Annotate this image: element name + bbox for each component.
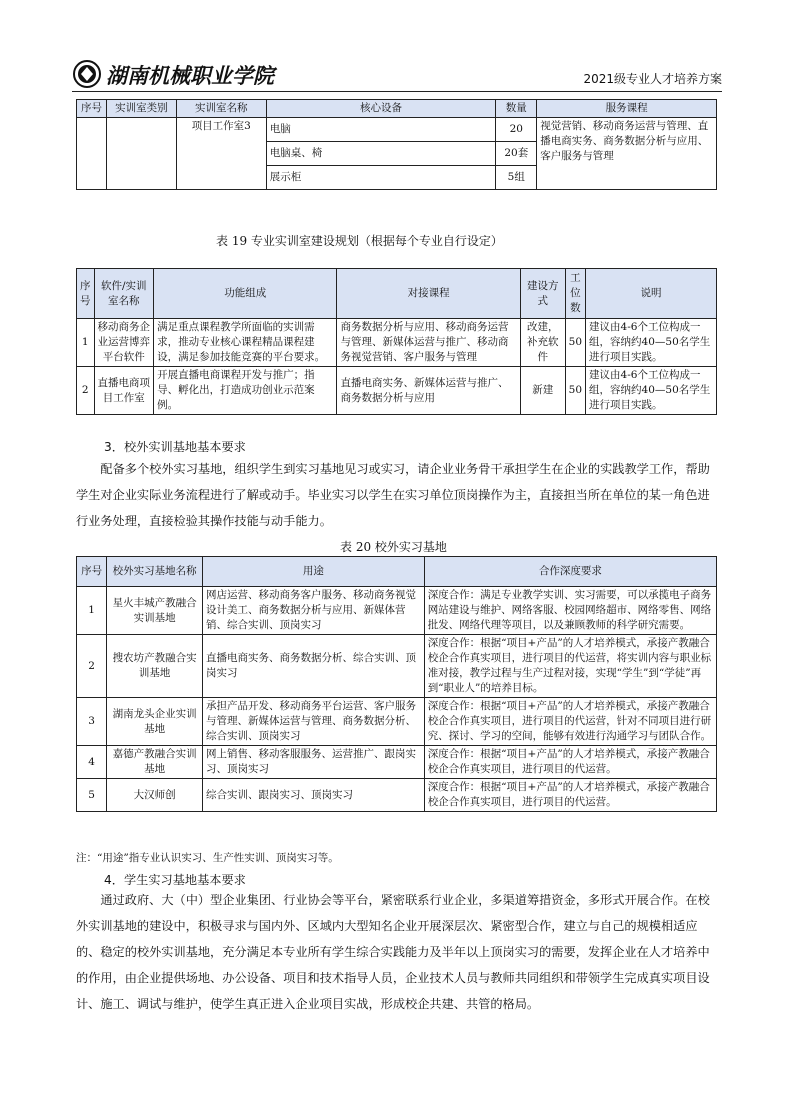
col-header: 序号 (77, 100, 107, 118)
description: 建议由4-6个工位构成一组，容纳约40—50名学生进行项目实践。 (586, 367, 717, 415)
table-row (77, 746, 717, 779)
courses: 商务数据分析与应用、移动商务运营与管理、新媒体运营与推广、移动商务视觉营销、客户服务与管理 (337, 319, 520, 367)
col-header: 工位数 (565, 269, 585, 319)
table-row (77, 635, 717, 698)
col-header: 校外实习基地名称 (107, 557, 203, 587)
table19-caption: 表 19 专业实训室建设规划（根据每个专业自行设定） (216, 234, 503, 248)
row-no: 2 (77, 635, 107, 698)
lab-equipment-table (76, 99, 717, 190)
build-method: 改建，补充软件 (520, 319, 565, 367)
base-use: 网上销售、移动客服服务、运营推广、跟岗实习、顶岗实习 (202, 746, 424, 779)
base-name: 星火丰城产教融合实训基地 (107, 587, 203, 635)
table-row (77, 118, 717, 142)
equipment-qty: 5组 (496, 166, 537, 190)
base-use: 网店运营、移动商务客户服务、移动商务视觉设计美工、商务数据分析与应用、新媒体营销、综合实训、顶岗实习 (202, 587, 424, 635)
col-header: 合作深度要求 (424, 557, 716, 587)
cooperation-depth: 深度合作：根据“项目+产品”的人才培养模式，承接产教融合校企合作真实项目，进行项目的代运营。 (424, 779, 716, 812)
header-rule (72, 91, 722, 92)
school-logo (72, 58, 282, 92)
equipment-name: 电脑桌、椅 (266, 142, 496, 166)
base-name: 嘉德产教融合实训基地 (107, 746, 203, 779)
table-header-row (77, 100, 717, 118)
col-header: 数量 (496, 100, 537, 118)
table-row (77, 779, 717, 812)
row-no: 2 (77, 367, 95, 415)
function: 满足重点课程教学所面临的实训需求，推动专业核心课程精品课程建设，满足参加技能竞赛的平台要求。 (154, 319, 337, 367)
table20-note: 注：“用途”指专业认识实习、生产性实训、顶岗实习等。 (76, 852, 339, 864)
section3-heading: 3．校外实训基地基本要求 (104, 440, 246, 454)
function: 开展直播电商课程开发与推广；指导、孵化出，打造成功创业示范案例。 (154, 367, 337, 415)
seat-count: 50 (565, 367, 585, 415)
cooperation-depth: 深度合作：根据“项目+产品”的人才培养模式，承接产教融合校企合作真实项目，进行项目的代运营，将实训内容与职业标准对接，教学过程与生产过程对接，实现“学生”到“学徒”再到“职业人”的培养目标。 (424, 635, 716, 698)
col-header: 软件/实训室名称 (94, 269, 154, 319)
table-row (77, 587, 717, 635)
base-use: 承担产品开发、移动商务平台运营、客户服务与管理、新媒体运营与管理、商务数据分析、综合实训、顶岗实习 (202, 698, 424, 746)
table20-caption: 表 20 校外实习基地 (340, 540, 447, 554)
section4-heading: 4．学生实习基地基本要求 (104, 873, 246, 887)
cooperation-depth: 深度合作：根据“项目+产品”的人才培养模式，承接产教融合校企合作真实项目，进行项目的代运营，针对不同项目进行研究、探讨、学习的空间，能够有效进行沟通学习与团队合作。 (424, 698, 716, 746)
col-header: 说明 (586, 269, 717, 319)
table19 (76, 268, 717, 415)
col-header: 实训室名称 (176, 100, 266, 118)
room-name: 移动商务企业运营博弈平台软件 (94, 319, 154, 367)
col-header: 对接课程 (337, 269, 520, 319)
col-header: 服务课程 (537, 100, 717, 118)
table-header-row (77, 557, 717, 587)
col-header: 用途 (202, 557, 424, 587)
room-name: 直播电商项目工作室 (94, 367, 154, 415)
col-header: 核心设备 (266, 100, 496, 118)
col-header: 序号 (77, 269, 95, 319)
school-name-calligraphy: 湖南机械职业学院 (106, 63, 274, 88)
table20 (76, 556, 717, 812)
section3-body: 配备多个校外实习基地，组织学生到实习基地见习或实习，请企业业务骨干承担学生在企业的实践教学工作，帮助学生对企业实际业务流程进行了解或动手。毕业实习以学生在实习单位顶岗操作为主，直接担当所在单位的某一角色进行业务处理，直接检验其操作技能与动手能力。 (76, 462, 710, 528)
build-method: 新建 (520, 367, 565, 415)
courses: 直播电商实务、新媒体运营与推广、商务数据分析与应用 (337, 367, 520, 415)
row-no: 4 (77, 746, 107, 779)
base-use: 综合实训、跟岗实习、顶岗实习 (202, 779, 424, 812)
service-courses: 视觉营销、移动商务运营与管理、直播电商实务、商务数据分析与应用、客户服务与管理 (537, 118, 717, 190)
row-no: 5 (77, 779, 107, 812)
room-name: 项目工作室3 (176, 118, 266, 190)
document-title: 2021级专业人才培养方案 (583, 72, 722, 86)
page-header (72, 58, 722, 96)
base-use: 直播电商实务、商务数据分析、综合实训、顶岗实习 (202, 635, 424, 698)
row-no: 1 (77, 587, 107, 635)
base-name: 大汉师创 (107, 779, 203, 812)
equipment-qty: 20套 (496, 142, 537, 166)
col-header: 实训室类别 (106, 100, 176, 118)
table-row (77, 367, 717, 415)
cooperation-depth: 深度合作：满足专业教学实训、实习需要，可以承揽电子商务网站建设与维护、网络客服、校园网络超市、网络零售、网络批发、网络代理等项目，以及兼顾教师的科学研究需要。 (424, 587, 716, 635)
col-header: 功能组成 (154, 269, 337, 319)
row-no: 3 (77, 698, 107, 746)
description: 建议由4-6个工位构成一组，容纳约40—50名学生进行项目实践。 (586, 319, 717, 367)
equipment-qty: 20 (496, 118, 537, 142)
row-no: 1 (77, 319, 95, 367)
seat-count: 50 (565, 319, 585, 367)
table-row (77, 319, 717, 367)
table-row (77, 698, 717, 746)
cooperation-depth: 深度合作：根据“项目+产品”的人才培养模式，承接产教融合校企合作真实项目，进行项目的代运营。 (424, 746, 716, 779)
table-header-row (77, 269, 717, 319)
col-header: 序号 (77, 557, 107, 587)
col-header: 建设方式 (520, 269, 565, 319)
equipment-name: 展示柜 (266, 166, 496, 190)
equipment-name: 电脑 (266, 118, 496, 142)
base-name: 搜农坊产教融合实训基地 (107, 635, 203, 698)
section4-body: 通过政府、大（中）型企业集团、行业协会等平台，紧密联系行业企业，多渠道筹措资金，多形式开展合作。在校外实训基地的建设中，积极寻求与国内外、区域内大型知名企业开展深层次、紧密型合作，建立与自己的规模相适应的、稳定的校外实训基地，充分满足本专业所有学生综合实践能力及半年以上顶岗实习的需要，发挥企业在人才培养中的作用，由企业提供场地、办公设备、项目和技术指导人员，企业技术人员与教师共同组织和带领学生完成真实项目设计、施工、调试与维护，使学生真正进入企业项目实战，形成校企共建、共管的格局。 (76, 893, 710, 1011)
base-name: 湖南龙头企业实训基地 (107, 698, 203, 746)
